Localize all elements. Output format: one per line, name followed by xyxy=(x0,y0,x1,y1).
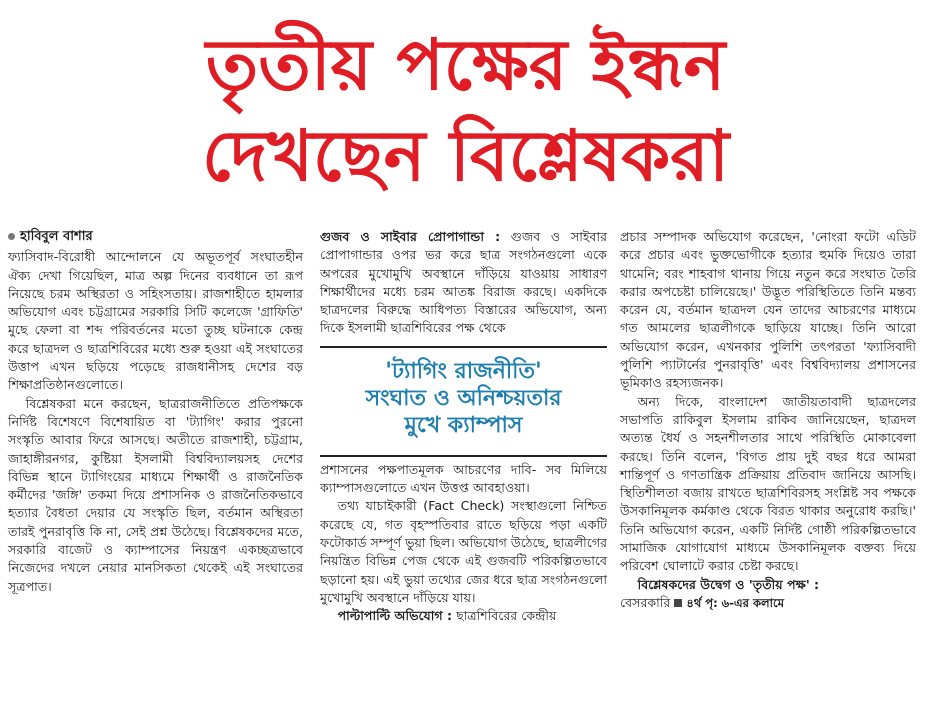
pull-quote-line-2: সংঘাত ও অনিশ্চয়তার xyxy=(365,385,562,411)
col3-paragraph-2: অন্য দিকে, বাংলাদেশ জাতীয়তাবাদী ছাত্রদলের সভাপতি রাকিবুল ইসলাম রাকিব জানিয়েছেন, ছাত্রদল অত্যন্ত ধৈর্য ও সহনশীলতার সাথে পরিস্থিতি মোকাবেলা করছে। তিনি বলেন, 'বিগত প্রায় দুই বছর ধরে আমরা শান্তিপূর্ণ ও গণতান্ত্রিক প্রক্রিয়ায় প্রতিবাদ জানিয়ে আসছি। স্থিতিশীলতা বজায় রাখতে ছাত্রশিবিরসহ সংশ্লিষ্ট সব পক্ষকে উসকানিমূলক কর্মকাণ্ড থেকে বিরত থাকার অনুরোধ করছি।' তিনি অভিযোগ করেন, একটি নির্দিষ্ট গোষ্ঠী পরিকল্পিতভাবে সামাজিক যোগাযোগ মাধ্যমে উসকানিমূলক বক্তব্য দিয়ে পরিবেশ ঘোলাটে করার চেষ্টা করছে। xyxy=(620,393,916,574)
callout-bottom-rule xyxy=(320,455,607,457)
col2-paragraph-1-text: গুজব ও সাইবার প্রোপাগান্ডার ওপর ভর করে ছাত্র সংগঠনগুলো একে অপরের মুখোমুখি অবস্থানে দাঁড়িয়ে যাওয়ায় সাধারণ শিক্ষার্থীদের মধ্যে চরম আতঙ্ক বিরাজ করছে। একদিকে ছাত্রদলের বিরুদ্ধে আধিপত্য বিস্তারের অভিযোগ, অন্য দিকে ইসলামী ছাত্রশিবিরের পক্ষ থেকে xyxy=(320,229,607,336)
col1-paragraph-1: ফ্যাসিবাদ-বিরোধী আন্দোলনে যে অভূতপূর্ব সংঘাতহীন ঐক্য দেখা গিয়েছিল, মাত্র অল্প দিনের ব্যবধানে তা রূপ নিয়েছে চরম অস্থিরতা ও সহিংসতায়। রাজশাহীতে হামলার অভিযোগ এবং চট্টগ্রামের সরকারি সিটি কলেজে 'গ্রাফিতি' মুছে ফেলা বা শব্দ পরিবর্তনের মতো তুচ্ছ ঘটনাকে কেন্দ্র করে ছাত্রদল ও ছাত্রশিবিরের মধ্যে শুরু হওয়া এই সংঘাতের উত্তাপ এখন ছড়িয়ে পড়েছে রাজধানীসহ দেশের বড় শিক্ষাপ্রতিষ্ঠানগুলোতে। xyxy=(8,249,303,393)
subhead-allegations: পাল্টাপাল্টি অভিযোগ : xyxy=(337,608,453,624)
column-2 xyxy=(320,228,607,625)
col3-paragraph-1: প্রচার সম্পাদক অভিযোগ করেছেন, 'নোংরা ফটো এডিট করে প্রচার এবং ভুক্তভোগীকে হত্যার হুমকি দিয়েও তারা থামেনি; বরং শাহবাগ থানায় গিয়ে নতুন করে সংঘাত তৈরি করার অপচেষ্টা চালিয়েছে।' উদ্ভূত পরিস্থিতিতে তিনি মন্তব্য করেন যে, বর্তমান ছাত্রদল যেন তাদের আচরণের মাধ্যমে গত আমলের ছাত্রলীগকে ছাড়িয়ে যাচ্ছে। তিনি আরো অভিযোগ করেন, এখনকার পুলিশি তৎপরতা 'ফ্যাসিবাদী পুলিশি প্যাটার্নের পুনরাবৃত্তি' এবং বিশ্ববিদ্যালয় প্রশাসনের ভূমিকাও রহস্যজনক। xyxy=(620,229,916,391)
col2-paragraph-4-text: ছাত্রশিবিরের কেন্দ্রীয় xyxy=(452,608,557,624)
col3-paragraph-3 xyxy=(620,594,916,612)
square-icon xyxy=(674,599,682,607)
col2-paragraph-1 xyxy=(320,228,607,338)
subhead-rumor: গুজব ও সাইবার প্রোপাগান্ডা : xyxy=(320,229,501,244)
pull-quote-line-3: মুখে ক্যাম্পাস xyxy=(404,412,523,438)
callout-top-rule xyxy=(320,346,607,348)
col2-paragraph-2: প্রশাসনের পক্ষপাতমূলক আচরণের দাবি- সব মিলিয়ে ক্যাম্পাসগুলোতে এখন উত্তপ্ত আবহাওয়া। xyxy=(320,461,607,496)
bullet-icon xyxy=(8,233,15,240)
subhead-analysts: বিশ্লেষকদের উদ্বেগ ও 'তৃতীয় পক্ষ' : xyxy=(637,576,820,592)
pull-quote-line-1: 'ট্যাগিং রাজনীতি' xyxy=(385,358,542,384)
column-3 xyxy=(620,228,916,612)
pull-quote xyxy=(320,352,607,447)
headline-line-1: তৃতীয় পক্ষের ইন্ধন xyxy=(205,24,726,106)
continuation-note xyxy=(670,596,784,610)
col3-subhead xyxy=(620,576,916,594)
headline xyxy=(0,20,931,202)
col2-paragraph-3: তথ্য যাচাইকারী (Fact Check) সংস্থাগুলো নিশ্চিত করেছে যে, গত বৃহস্পতিবার রাতে ছড়িয়ে পড়া একটি ফটোকার্ড সম্পূর্ণ ভুয়া ছিল। অভিযোগ উঠেছে, ছাত্রলীগের নিয়ন্ত্রিত বিভিন্ন পেজ থেকে এই গুজবটি পরিকল্পিতভাবে ছড়ানো হয়। এই ভুয়া তথ্যের জের ধরে ছাত্র সংগঠনগুলো মুখোমুখি অবস্থানে দাঁড়িয়ে যায়। xyxy=(320,498,607,605)
col3-paragraph-3-text: বেসরকারি xyxy=(620,594,671,610)
byline xyxy=(8,228,303,246)
headline-line-2: দেখছেন বিশ্লেষকরা xyxy=(201,115,730,197)
column-1 xyxy=(8,228,303,596)
byline-name: হাবিবুল বাশার xyxy=(20,229,93,244)
continuation-text: ৪র্থ পৃ: ৬-এর কলামে xyxy=(686,595,784,610)
col1-paragraph-2: বিশ্লেষকরা মনে করছেন, ছাত্ররাজনীতিতে প্রতিপক্ষকে নির্দিষ্ট বিশেষণে বিশেষায়িত বা 'ট্যাগিং' করার পুরনো সংস্কৃতি আবার ফিরে আসছে। অতীতে রাজশাহী, চট্টগ্রাম, জাহাঙ্গীরনগর, কুষ্টিয়া ইসলামী বিশ্ববিদ্যালয়সহ দেশের বিভিন্ন স্থানে ট্যাগিংয়ের মাধ্যমে শিক্ষার্থী ও রাজনৈতিক কর্মীদের 'জঙ্গি' তকমা দিয়ে প্রশাসনিক ও রাজনৈতিকভাবে হত্যার বৈধতা দেয়ার যে সংস্কৃতি ছিল, বর্তমান অস্থিরতা তারই পুনরাবৃত্তি কি না, সেই প্রশ্ন উঠেছে। বিশ্লেষকদের মতে, সরকারি বাজেট ও ক্যাম্পাসের নিয়ন্ত্রণ একচ্ছত্রভাবে নিজেদের দখলে নেয়ার মানসিকতা থেকেই এই সংঘাতের সূত্রপাত। xyxy=(8,395,303,594)
col2-paragraph-4 xyxy=(320,607,607,625)
